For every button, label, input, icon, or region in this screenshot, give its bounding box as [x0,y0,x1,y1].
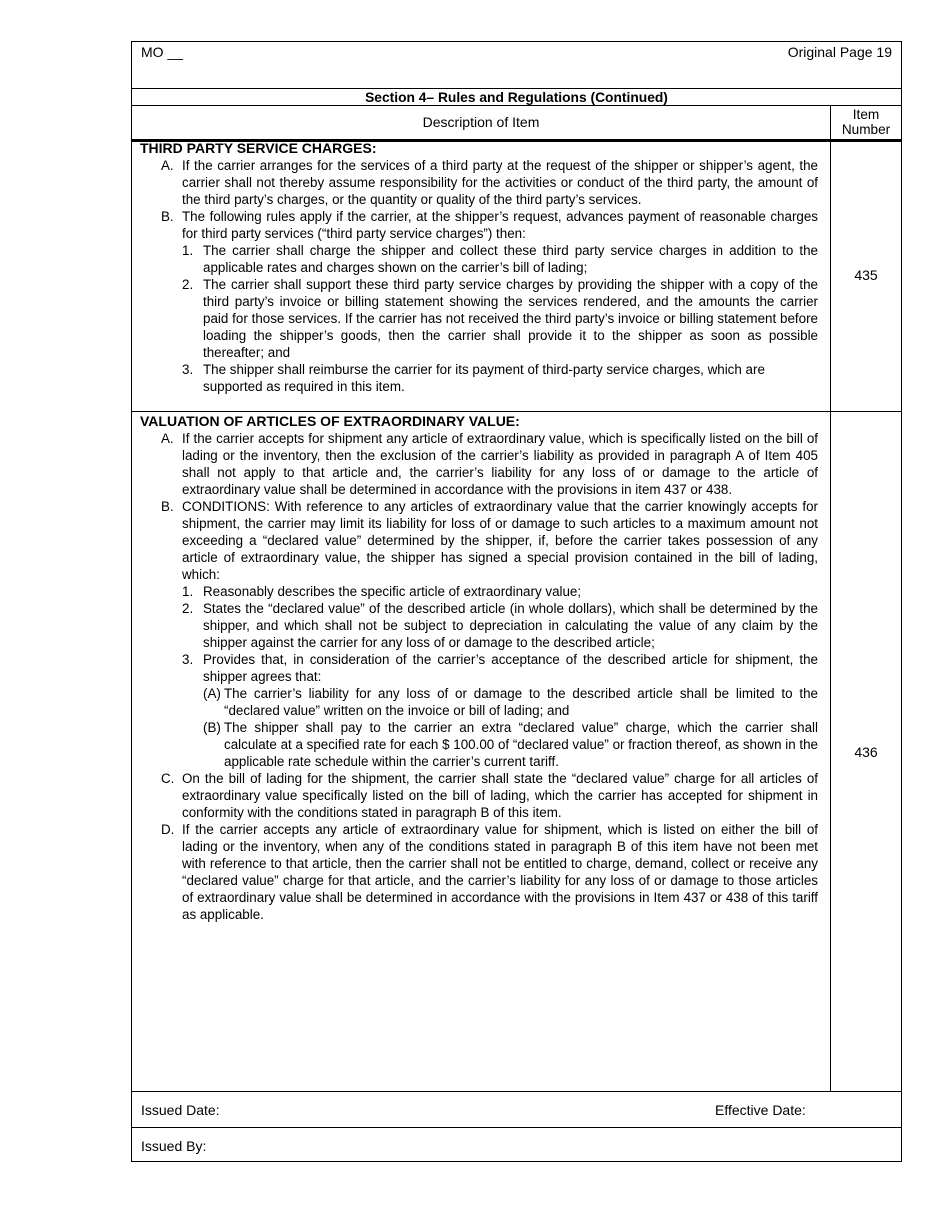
list-item [140,821,818,923]
footer-issued-by [132,1127,901,1162]
list-text: Reasonably describes the specific article of extraordinary value; [203,584,582,599]
list-text: If the carrier accepts any article of extraordinary value for shipment, which is listed on either the bill of lading or the inventory, when any of the conditions stated in paragraph B of this item have not been met with reference to that article, then the carrier shall not be entitled to charge, demand, collect or receive any “declared value” charge for that article, and the carrier’s liability for any loss of or damage to those articles of extraordinary value shall be determined in accordance with the provisions in Item 437 or 438 of this tariff as applicable. [182,822,818,922]
page-header [132,42,901,88]
list-text: If the carrier accepts for shipment any article of extraordinary value, which is specifically listed on the bill of lading or the inventory, then the exclusion of the carrier’s liability as provided in paragraph A of Item 405 shall not apply to that article and, the carrier’s liability for any loss of or damage to the article of extraordinary value shall be determined in accordance with the provisions in item 437 or 438. [182,431,818,497]
list-marker: 3. [182,652,194,667]
column-header [132,105,901,142]
list-marker: C. [161,771,175,786]
list-marker: D. [161,822,175,837]
list-item [140,361,818,395]
section-title: Section 4– Rules and Regulations (Continued) [132,88,901,106]
item-number-label-1: Item [852,107,880,122]
list-item [140,208,818,242]
item-number-label-2: Number [841,122,891,137]
list-text: States the “declared value” of the described article (in whole dollars), which shall be determined by the shipper, and which shall not be subject to depreciation in calculating the value of any claim by the shipper against the carrier for any loss of or damage to the described article; [203,601,818,650]
effective-date-label: Effective Date: [715,1102,806,1118]
list-item [140,685,818,719]
list-marker: B. [161,209,174,224]
list-marker: 3. [182,362,194,377]
list-marker: 1. [182,243,194,258]
list-text: The carrier shall support these third party service charges by providing the shipper with a copy of the third party’s invoice or billing statement showing the services rendered, and the amounts the carrier paid for those services. If the carrier has not received the third party’s invoice or billing statement before loading the shipper’s goods, then the carrier shall provide it to the shipper as soon as possible thereafter; and [203,277,818,360]
list-marker: A. [161,158,174,173]
page-number: Original Page 19 [787,44,892,60]
issued-date-label: Issued Date: [141,1102,220,1118]
list-text: The carrier’s liability for any loss of or damage to the described article shall be limited to the “declared value” written on the invoice or bill of lading; and [224,686,818,718]
state-code: MO __ [141,44,184,60]
list-marker: (A) [203,686,221,701]
list-item [140,242,818,276]
list-item [140,719,818,770]
list-text: The shipper shall pay to the carrier an extra “declared value” charge, which the carrier shall calculate at a specified rate for each $ 100.00 of “declared value” or fraction thereof, as shown in the applicable rate schedule within the carrier’s current tariff. [224,720,819,769]
item-heading: VALUATION OF ARTICLES OF EXTRAORDINARY VALUE: [140,413,520,429]
item-435-description [140,140,818,395]
list-item [140,430,818,498]
list-text: The shipper shall reimburse the carrier for its payment of third-party service charges, which are supported as required in this item. [203,362,765,394]
item-number-435: 435 [854,267,878,283]
list-marker: A. [161,431,174,446]
list-text: On the bill of lading for the shipment, the carrier shall state the “declared value” charge for all articles of extraordinary value specifically listed on the bill of lading, which the carrier has accepted for shipment in conformity with the conditions stated in paragraph B of this item. [182,771,818,820]
list-item [140,157,818,208]
footer-dates [132,1091,901,1128]
item-number-column-header [830,106,901,139]
list-text: Provides that, in consideration of the carrier’s acceptance of the described article for shipment, the shipper agrees that: [203,652,818,684]
list-item [140,276,818,361]
list-text: CONDITIONS: With reference to any articles of extraordinary value that the carrier knowingly accepts for shipment, the carrier may limit its liability for loss of or damage to such articles to a maximum amount not exceeding a “declared value” determined by the shipper, if, before the carrier takes possession of any article of extraordinary value, the shipper has signed a special provision contained in the bill of lading, which: [182,499,818,582]
issued-by-label: Issued By: [141,1138,207,1154]
list-item [140,583,818,600]
list-item [140,600,818,651]
list-marker: 2. [182,277,194,292]
list-marker: B. [161,499,174,514]
item-number-436: 436 [854,744,878,760]
item-heading: THIRD PARTY SERVICE CHARGES: [140,140,377,156]
row-separator [132,411,901,412]
list-marker: 1. [182,584,194,599]
list-text: The carrier shall charge the shipper and collect these third party service charges in addition to the applicable rates and charges shown on the carrier’s bill of lading; [203,243,818,275]
list-marker: 2. [182,601,194,616]
list-marker: (B) [203,720,221,735]
list-text: If the carrier arranges for the services of a third party at the request of the shipper or shipper’s agent, the carrier shall not thereby assume responsibility for the activities or conduct of the third party, the amount of the third party’s charges, or the quantity or quality of the third party’s services. [182,158,818,207]
item-436-description [140,413,818,923]
list-item [140,651,818,685]
column-divider [830,141,831,1091]
list-text: The following rules apply if the carrier, at the shipper’s request, advances payment of reasonable charges for third party services (“third party service charges”) then: [182,209,818,241]
tariff-page [131,41,902,1162]
list-item [140,770,818,821]
description-column-header: Description of Item [422,114,540,130]
list-item [140,498,818,583]
